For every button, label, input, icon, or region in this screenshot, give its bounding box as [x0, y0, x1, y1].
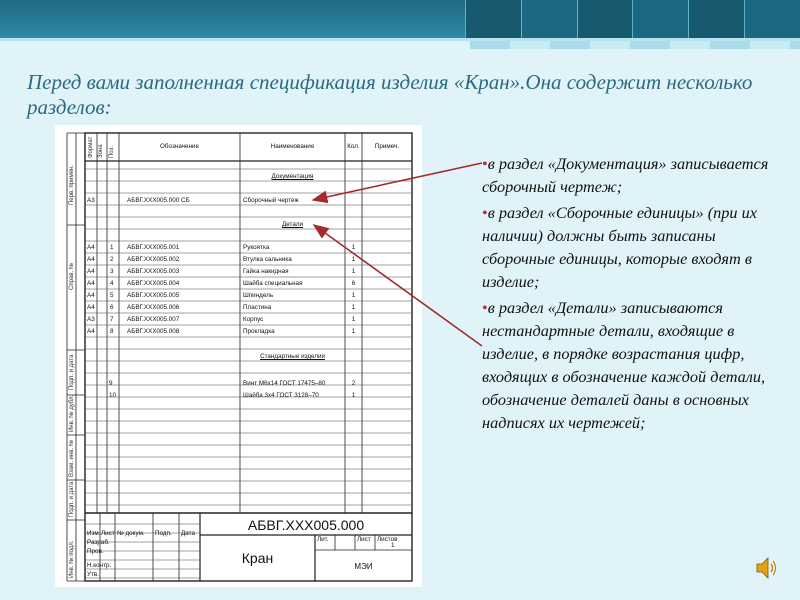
part-pos: 8 [110, 328, 114, 335]
stamp-code: АБВГ.ХХХ005.000 [247, 517, 365, 533]
bullet-item: •в раздел «Документация» записывается сборочный чертеж; [482, 154, 769, 196]
part-format: А4 [87, 328, 95, 335]
side-label-sign-date: Подп. и дата [69, 354, 75, 390]
arrow-documentation [313, 163, 482, 200]
header-name: Наименование [270, 143, 315, 150]
arrow-parts [314, 225, 482, 346]
part-name: Гайка накидная [243, 268, 289, 275]
stamp-lit: Лит. [317, 536, 329, 543]
part-designation: АБВГ.ХХХ005.005 [127, 292, 180, 299]
part-name: Шпиндель [243, 292, 274, 299]
section-standard: Стандартные изделия [260, 353, 325, 360]
stamp-appr: Утв. [87, 571, 99, 578]
side-label-first-use: Перв. примен. [69, 165, 75, 205]
part-pos: 3 [110, 268, 114, 275]
part-qty: 1 [351, 304, 356, 311]
part-pos: 2 [110, 256, 114, 263]
stamp-product: Кран [241, 550, 274, 566]
stamp-list: Лист [101, 530, 115, 537]
stamp-date: Дата [181, 530, 195, 537]
part-designation: АБВГ.ХХХ005.007 [127, 316, 180, 323]
side-label-dup-inv: Инв. № дубл. [69, 394, 75, 432]
part-name: Шайба специальная [243, 280, 303, 287]
part-pos: 7 [110, 316, 114, 323]
part-format: А4 [87, 292, 95, 299]
std-name-10: Шайба 3х4 ГОСТ 3128–70 [243, 392, 319, 399]
header-zone: Зона [98, 144, 104, 158]
bullet-mark: • [482, 298, 488, 317]
part-designation: АБВГ.ХХХ005.004 [127, 280, 180, 287]
std-pos-10: 10 [109, 392, 117, 399]
part-qty: 1 [351, 292, 356, 299]
part-qty: 1 [351, 268, 356, 275]
part-designation: АБВГ.ХХХ005.003 [127, 268, 180, 275]
stamp-ncontr: Н.контр. [87, 562, 112, 569]
stamp-sheet: Лист [357, 536, 371, 543]
stamp-dev: Разраб. [87, 539, 110, 546]
part-qty: 1 [351, 316, 356, 323]
side-label-ref-no: Справ. № [69, 262, 75, 290]
std-pos-9: 9 [109, 380, 113, 387]
part-name: Пластина [243, 304, 272, 311]
part-pos: 4 [110, 280, 114, 287]
part-designation: АБВГ.ХХХ005.006 [127, 304, 180, 311]
bullet-mark: • [482, 154, 488, 173]
header-format: Формат [88, 136, 94, 158]
slide-title: Перед вами заполненная спецификация изделия «Кран».Она содержит несколько разделов: [27, 70, 753, 119]
side-label-sign-date-2: Подп. и дата [69, 481, 75, 517]
stamp-org: МЭИ [354, 562, 373, 571]
bullet-list [482, 152, 787, 437]
std-qty-10: 1 [351, 392, 356, 399]
part-name: Втулка сальника [243, 256, 292, 263]
part-format: А4 [87, 268, 95, 275]
stamp-izm: Изм. [87, 530, 101, 537]
std-qty-9: 2 [351, 380, 356, 387]
std-name-9: Винт М6х14 ГОСТ 17475–80 [243, 380, 326, 387]
stamp-check: Пров. [87, 548, 104, 555]
section-documentation: Документация [271, 173, 314, 180]
part-designation: АБВГ.ХХХ005.002 [127, 256, 180, 263]
doc-format: А3 [87, 197, 95, 204]
stamp-sheets: Листов [377, 536, 398, 543]
section-parts: Детали [281, 221, 304, 228]
bullet-item: •в раздел «Сборочные единицы» (при их наличии) должны быть записаны сборочные единицы, которые входят в изделие; [482, 203, 758, 291]
bullet-mark: • [482, 203, 488, 222]
header-designation: Обозначение [160, 143, 199, 150]
part-format: А4 [87, 244, 95, 251]
part-name: Рукоятка [243, 244, 270, 251]
part-format: А4 [87, 280, 95, 287]
part-name: Прокладка [243, 328, 275, 335]
side-label-orig-inv: Инв. № подл. [69, 540, 75, 578]
side-label-repl-inv: Взам. инв. № [69, 439, 75, 477]
part-qty: 1 [351, 328, 356, 335]
doc-designation: АБВГ.ХХХ005.000 СБ [127, 197, 190, 204]
part-format: А4 [87, 304, 95, 311]
stamp-sheet-num: 1 [391, 542, 395, 549]
speaker-icon[interactable] [755, 555, 777, 581]
part-qty: 6 [351, 280, 356, 287]
part-qty: 1 [351, 244, 356, 251]
stamp-doc-no: № докум. [117, 530, 145, 537]
part-designation: АБВГ.ХХХ005.001 [127, 244, 180, 251]
part-format: А4 [87, 256, 95, 263]
part-designation: АБВГ.ХХХ005.008 [127, 328, 180, 335]
bullet-item: •в раздел «Детали» записываются нестандартные детали, входящие в изделие, в порядке возрастания цифр, входящих в обозначение каждой детали, обозначение деталей даны в основных надписях их чертежей; [482, 298, 766, 432]
header-note: Примеч. [374, 143, 400, 150]
part-pos: 6 [110, 304, 114, 311]
header-qty: Кол. [347, 143, 360, 150]
doc-name: Сборочный чертеж [243, 197, 299, 204]
part-pos: 5 [110, 292, 114, 299]
header-pos: Поз. [109, 146, 115, 158]
stamp-sign: Подп. [155, 530, 172, 537]
part-qty: 1 [351, 256, 356, 263]
part-pos: 1 [110, 244, 114, 251]
part-name: Корпус [243, 316, 264, 323]
part-format: А3 [87, 316, 95, 323]
